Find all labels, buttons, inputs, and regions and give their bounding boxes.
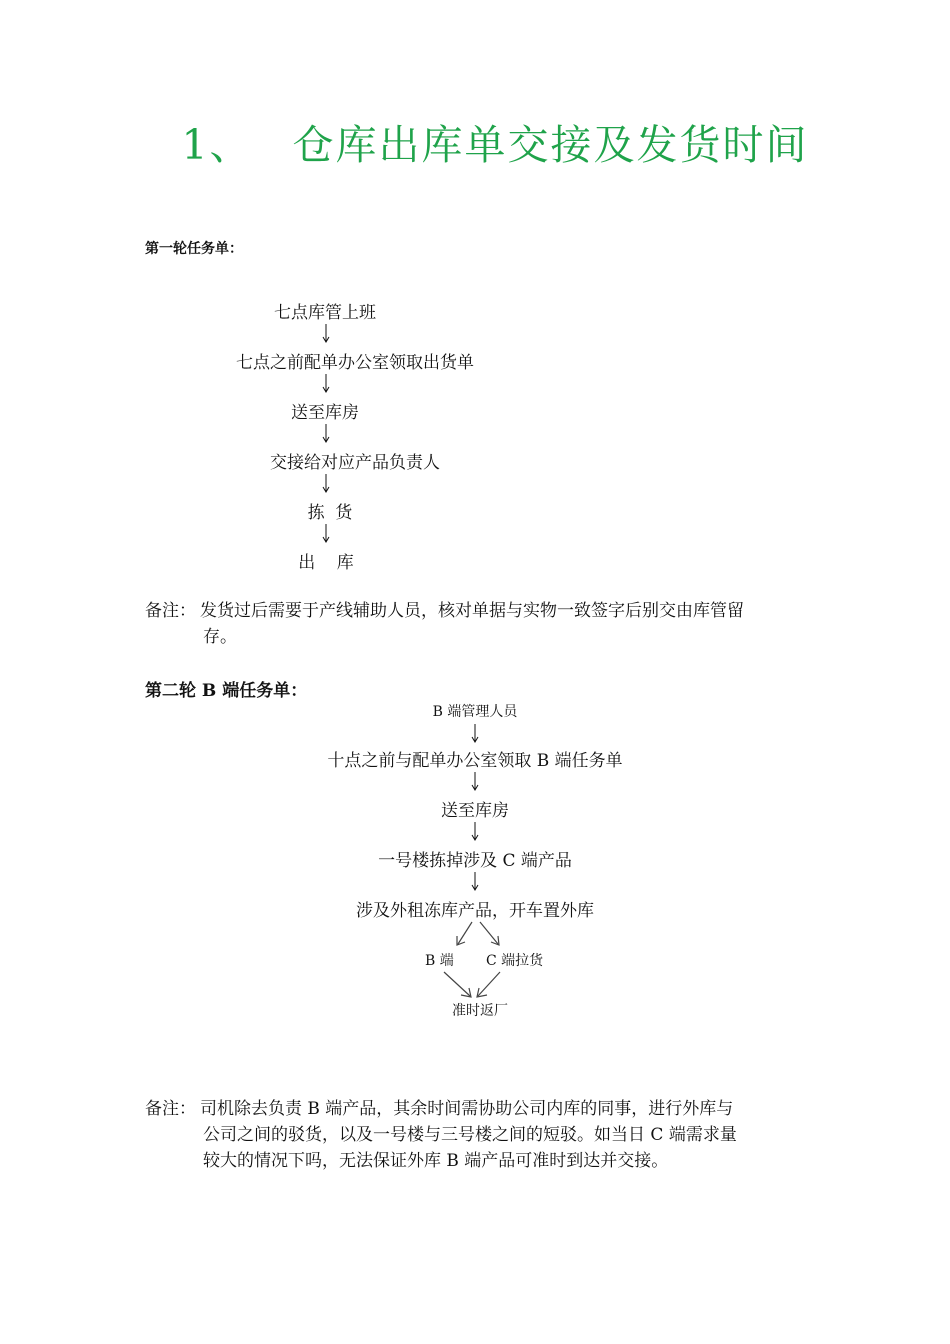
page-title: [0, 112, 950, 171]
round2-step-2: 十点之前与配单办公室领取 B 端任务单: [327, 751, 623, 771]
down-arrow-icon: [321, 524, 331, 544]
note-line: 较大的情况下吗，无法保证外库 B 端产品可准时到达并交接。: [203, 1151, 669, 1171]
round1-step-2: 七点之前配单办公室领取出货单: [236, 353, 474, 373]
note-line: 发货过后需要于产线辅助人员，核对单据与实物一致签字后别交由库管留: [200, 601, 744, 621]
round1-step-4: 交接给对应产品负责人: [270, 453, 440, 473]
round2-note: [145, 1096, 737, 1174]
down-arrow-icon: [470, 772, 480, 792]
round1-step-5: 拣 货: [307, 503, 353, 523]
round1-step-1: 七点库管上班: [274, 303, 376, 323]
round2-step-3: 送至库房: [441, 801, 509, 821]
branch-right: C 端拉货: [486, 953, 544, 969]
round1-heading: 第一轮任务单：: [145, 241, 243, 257]
round2-final: 准时返厂: [452, 1003, 508, 1019]
round1-note: [145, 598, 744, 650]
down-arrow-icon: [321, 324, 331, 344]
note-line: 存。: [203, 627, 237, 647]
down-arrow-icon: [470, 724, 480, 744]
round1-step-6: 出 库: [298, 553, 354, 573]
note-line: 公司之间的驳货，以及一号楼与三号楼之间的短驳。如当日 C 端需求量: [203, 1125, 737, 1145]
round2-step-5: 涉及外租冻库产品，开车置外库: [356, 901, 594, 921]
title-text: 仓库出库单交接及发货时间: [292, 121, 809, 169]
round2-heading: 第二轮 B 端任务单：: [145, 681, 308, 701]
down-arrow-icon: [470, 822, 480, 842]
round2-step-1: B 端管理人员: [432, 704, 518, 720]
note-line: 司机除去负责 B 端产品，其余时间需协助公司内库的同事，进行外库与: [200, 1099, 734, 1119]
down-arrow-icon: [470, 872, 480, 892]
note-label: 备注：: [145, 601, 196, 621]
round2-step-4: 一号楼拣掉涉及 C 端产品: [378, 851, 572, 871]
down-arrow-icon: [321, 424, 331, 444]
title-number: 1、: [181, 121, 253, 169]
note-label: 备注：: [145, 1099, 196, 1119]
down-arrow-icon: [321, 474, 331, 494]
down-arrow-icon: [321, 374, 331, 394]
round1-step-3: 送至库房: [291, 403, 359, 423]
branch-left: B 端: [425, 953, 454, 969]
